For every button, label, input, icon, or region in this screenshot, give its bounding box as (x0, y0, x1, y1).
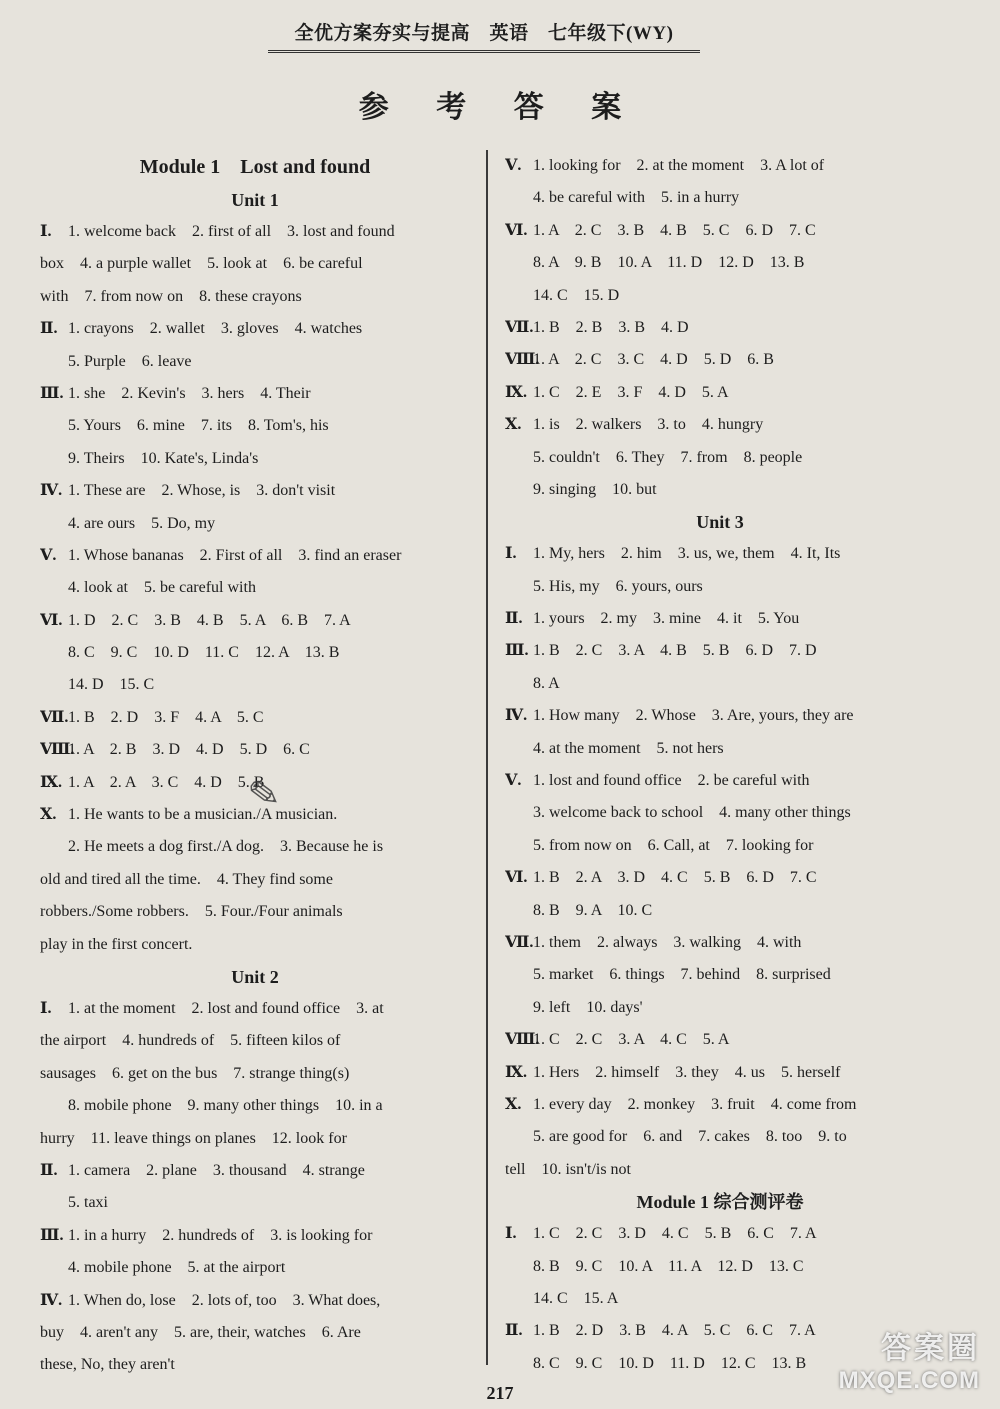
answer-text: 1. at the moment 2. lost and found office 3. at (68, 999, 384, 1017)
answer-line (40, 216, 470, 248)
section-numeral: Ⅱ. (40, 1161, 58, 1179)
answer-text: 1. When do, lose 2. lots of, too 3. What does, (68, 1291, 381, 1309)
answer-line (505, 474, 935, 506)
answer-line (40, 540, 470, 572)
answer-line (505, 442, 935, 474)
answer-text: 1. C 2. C 3. D 4. C 5. B 6. C 7. A (533, 1225, 817, 1243)
answer-line (505, 862, 935, 894)
section-numeral: Ⅴ. (505, 772, 522, 790)
answer-text: 1. B 2. A 3. D 4. C 5. B 6. D 7. C (533, 869, 817, 887)
answer-text: 1. B 2. D 3. F 4. A 5. C (68, 708, 264, 726)
section-numeral: Ⅵ. (505, 221, 528, 239)
answer-line (505, 409, 935, 441)
answer-text: 4. are ours 5. Do, my (68, 514, 216, 532)
page-title: 参 考 答 案 (358, 91, 642, 124)
section-numeral: Ⅸ. (40, 773, 63, 791)
answer-line (40, 1220, 470, 1252)
answer-line (40, 346, 470, 378)
answer-line (505, 377, 935, 409)
answer-line (40, 896, 470, 928)
answer-text: 4. look at 5. be careful with (68, 579, 256, 597)
answer-text: 1. Whose bananas 2. First of all 3. find an eraser (68, 546, 402, 564)
answer-line (505, 150, 935, 182)
answer-text: 8. C 9. C 10. D 11. D 12. C 13. B (533, 1354, 807, 1372)
answer-text: 1. yours 2. my 3. mine 4. it 5. You (533, 610, 800, 628)
section-numeral: Ⅰ. (40, 999, 52, 1017)
section-numeral: Ⅳ. (505, 707, 528, 725)
answer-line (505, 344, 935, 376)
answer-text: 1. A 2. C 3. B 4. B 5. C 6. D 7. C (533, 221, 816, 239)
answer-text: 1. Hers 2. himself 3. they 4. us 5. herself (533, 1063, 841, 1081)
section-numeral: Ⅶ. (40, 708, 69, 726)
answer-line (505, 700, 935, 732)
answer-line (40, 734, 470, 766)
answer-text: 1. she 2. Kevin's 3. hers 4. Their (68, 384, 311, 402)
section-numeral: Ⅰ. (40, 223, 52, 240)
section-numeral: Ⅱ. (505, 1322, 523, 1340)
answer-line (40, 572, 470, 604)
answer-line (40, 378, 470, 410)
section-numeral: Ⅱ. (40, 320, 58, 338)
answer-line (40, 1025, 470, 1057)
answer-text: 3. welcome back to school 4. many other things (533, 804, 851, 822)
answer-line (40, 1349, 470, 1381)
section-numeral: Ⅴ. (40, 546, 57, 564)
answer-text: 1. in a hurry 2. hundreds of 3. is looking for (68, 1226, 373, 1244)
answer-text: 1. is 2. walkers 3. to 4. hungry (533, 416, 764, 434)
answer-line (505, 247, 935, 279)
answer-line (505, 635, 935, 667)
answer-text: 8. C 9. C 10. D 11. C 12. A 13. B (68, 644, 340, 662)
answer-text: 1. D 2. C 3. B 4. B 5. A 6. B 7. A (68, 611, 351, 629)
answer-text: 1. These are 2. Whose, is 3. don't visit (68, 482, 336, 500)
answer-line (505, 1251, 935, 1283)
answer-text: 5. market 6. things 7. behind 8. surprised (533, 966, 831, 984)
unit-heading: Unit 3 (696, 512, 744, 533)
answer-text: hurry 11. leave things on planes 12. look for (40, 1129, 347, 1147)
answer-text: box 4. a purple wallet 5. look at 6. be careful (40, 255, 363, 273)
answer-text: 5. couldn't 6. They 7. from 8. people (533, 448, 803, 466)
answer-line (40, 1090, 470, 1122)
answer-line (505, 927, 935, 959)
answer-text: 5. Yours 6. mine 7. its 8. Tom's, his (68, 417, 329, 435)
section-numeral: Ⅸ. (505, 1063, 528, 1081)
answer-text: 1. A 2. B 3. D 4. D 5. D 6. C (68, 741, 310, 759)
section-numeral: Ⅷ. (40, 741, 75, 759)
section-numeral: Ⅲ. (40, 384, 64, 402)
page-header: 全优方案夯实与提高 英语 七年级下(WY) (268, 20, 700, 53)
answer-line (40, 443, 470, 475)
answer-text: 1. welcome back 2. first of all 3. lost and found (68, 223, 395, 240)
answer-text: 8. A (533, 674, 560, 692)
answer-text: these, No, they aren't (40, 1356, 175, 1374)
unit-heading: Module 1 综合测评卷 (636, 1192, 804, 1213)
handwriting-mark: ✎ (245, 769, 283, 819)
answer-text: play in the first concert. (40, 935, 193, 953)
module-heading: Module 1 Lost and found (139, 156, 371, 178)
section-numeral: Ⅱ. (505, 610, 523, 628)
answer-text: 1. A 2. C 3. C 4. D 5. D 6. B (533, 351, 774, 369)
answer-line (40, 1155, 470, 1187)
answer-line (40, 864, 470, 896)
answer-line (505, 1283, 935, 1315)
answer-text: 1. He wants to be a musician./A musician. (68, 806, 338, 824)
answer-text: 8. B 9. C 10. A 11. A 12. D 13. C (533, 1257, 804, 1275)
answer-line (505, 538, 935, 570)
answer-text: 5. are good for 6. and 7. cakes 8. too 9. to (533, 1128, 847, 1146)
answer-text: 1. B 2. C 3. A 4. B 5. B 6. D 7. D (533, 642, 817, 660)
section-numeral: Ⅰ. (505, 1225, 517, 1243)
section-numeral: Ⅳ. (40, 1291, 63, 1309)
answer-text: 9. Theirs 10. Kate's, Linda's (68, 449, 259, 467)
unit-heading: Unit 2 (231, 966, 279, 987)
answer-line (40, 410, 470, 442)
answer-text: 2. He meets a dog first./A dog. 3. Because he is (68, 838, 384, 856)
answer-line (505, 280, 935, 312)
answer-line (40, 1058, 470, 1090)
section-numeral: Ⅳ. (40, 482, 63, 500)
answer-text: 1. camera 2. plane 3. thousand 4. strange (68, 1161, 365, 1179)
section-numeral: Ⅷ. (505, 1031, 540, 1049)
section-numeral: Ⅸ. (505, 383, 528, 401)
answer-line (40, 508, 470, 540)
answer-text: 8. B 9. A 10. C (533, 901, 653, 919)
answer-line (40, 637, 470, 669)
answer-line (505, 797, 935, 829)
right-column (505, 150, 935, 1380)
answer-text: 1. B 2. B 3. B 4. D (533, 318, 689, 336)
answer-text: buy 4. aren't any 5. are, their, watches 6. Are (40, 1323, 361, 1341)
answer-line (505, 830, 935, 862)
section-numeral: Ⅲ. (40, 1226, 64, 1244)
page-number: 217 (486, 1383, 514, 1403)
answer-line (40, 281, 470, 313)
answer-line (505, 1057, 935, 1089)
answer-line (505, 765, 935, 797)
answer-text: 1. My, hers 2. him 3. us, we, them 4. It, Its (533, 545, 841, 563)
section-numeral: Ⅰ. (505, 545, 517, 563)
answer-text: 5. Purple 6. leave (68, 352, 192, 370)
watermark-url: MXQE.COM (838, 1367, 980, 1394)
section-numeral: Ⅹ. (505, 416, 522, 434)
left-column (40, 150, 470, 1382)
answer-line (40, 929, 470, 961)
answer-line (40, 475, 470, 507)
answer-line (40, 669, 470, 701)
answer-text: 4. mobile phone 5. at the airport (68, 1259, 286, 1277)
answer-text: robbers./Some robbers. 5. Four./Four animals (40, 903, 343, 921)
answer-text: 9. singing 10. but (533, 480, 657, 498)
section-numeral: Ⅵ. (40, 611, 63, 629)
answer-line (40, 1285, 470, 1317)
section-numeral: Ⅴ. (505, 157, 522, 174)
answer-text: 1. lost and found office 2. be careful with (533, 772, 810, 790)
answer-line (505, 1154, 935, 1186)
answer-text: 1. every day 2. monkey 3. fruit 4. come from (533, 1095, 857, 1113)
answer-text: 1. C 2. E 3. F 4. D 5. A (533, 383, 729, 401)
section-numeral: Ⅶ. (505, 933, 534, 951)
answer-text: 1. looking for 2. at the moment 3. A lot of (533, 157, 825, 174)
answer-line (505, 895, 935, 927)
answer-text: 14. C 15. A (533, 1289, 619, 1307)
answer-text: 4. at the moment 5. not hers (533, 739, 724, 757)
answer-line (40, 313, 470, 345)
answer-line (505, 1024, 935, 1056)
answer-text: 1. How many 2. Whose 3. Are, yours, they are (533, 707, 854, 725)
answer-line (505, 668, 935, 700)
answer-text: 9. left 10. days' (533, 998, 643, 1016)
answer-text: 4. be careful with 5. in a hurry (533, 189, 740, 207)
answer-text: sausages 6. get on the bus 7. strange thing(s) (40, 1064, 350, 1082)
answer-text: 5. His, my 6. yours, ours (533, 577, 703, 595)
answer-line (40, 1187, 470, 1219)
answer-text: 5. taxi (68, 1194, 108, 1212)
answer-text: 1. B 2. D 3. B 4. A 5. C 6. C 7. A (533, 1322, 816, 1340)
answer-text: 1. crayons 2. wallet 3. gloves 4. watches (68, 320, 363, 338)
answer-text: the airport 4. hundreds of 5. fifteen kilos of (40, 1032, 341, 1050)
answer-line (40, 702, 470, 734)
answer-text: with 7. from now on 8. these crayons (40, 287, 302, 305)
watermark (839, 1323, 980, 1395)
answer-text: tell 10. isn't/is not (505, 1160, 632, 1178)
answer-line (40, 605, 470, 637)
answer-line (40, 831, 470, 863)
answer-line (505, 571, 935, 603)
answer-line (40, 993, 470, 1025)
answer-text: 8. mobile phone 9. many other things 10. in a (68, 1097, 383, 1115)
answer-line (505, 215, 935, 247)
answer-line (40, 1317, 470, 1349)
answer-text: old and tired all the time. 4. They find some (40, 870, 333, 888)
unit-heading: Unit 1 (231, 190, 279, 210)
answer-line (505, 959, 935, 991)
section-numeral: Ⅶ. (505, 318, 534, 336)
answer-line (505, 1218, 935, 1250)
section-numeral: Ⅹ. (505, 1095, 522, 1113)
answer-line (505, 733, 935, 765)
answer-line (505, 603, 935, 635)
section-numeral: Ⅹ. (40, 806, 57, 824)
answer-text: 14. D 15. C (68, 676, 155, 694)
answer-line (505, 992, 935, 1024)
answer-text: 8. A 9. B 10. A 11. D 12. D 13. B (533, 254, 805, 272)
answer-text: 1. them 2. always 3. walking 4. with (533, 933, 802, 951)
answer-text: 1. A 2. A 3. C 4. D 5. B (68, 773, 265, 791)
answer-line (505, 1089, 935, 1121)
answer-line (505, 1121, 935, 1153)
answer-text: 14. C 15. D (533, 286, 620, 304)
section-numeral: Ⅲ. (505, 642, 529, 660)
section-numeral: Ⅷ. (505, 351, 540, 369)
watermark-logo-text: 答案圈 (881, 1332, 980, 1365)
answer-text: 5. from now on 6. Call, at 7. looking for (533, 836, 814, 854)
answer-line (40, 1123, 470, 1155)
answer-line (40, 1252, 470, 1284)
section-numeral: Ⅵ. (505, 869, 528, 887)
answer-line (505, 182, 935, 214)
answer-line (505, 312, 935, 344)
answer-line (40, 248, 470, 280)
column-divider (486, 150, 488, 1365)
answer-text: 1. C 2. C 3. A 4. C 5. A (533, 1031, 730, 1049)
